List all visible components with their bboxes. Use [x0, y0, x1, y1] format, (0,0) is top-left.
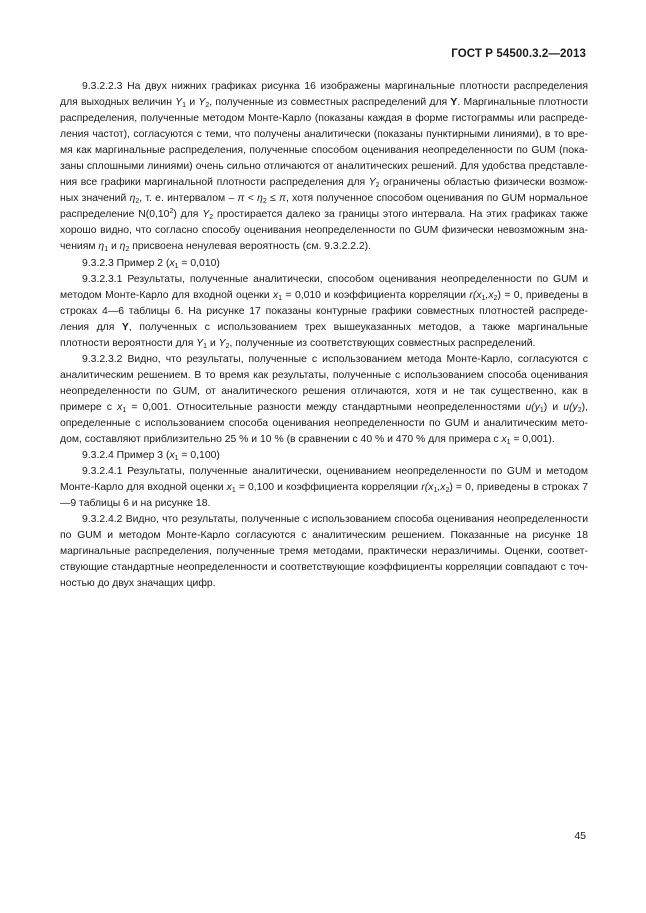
heading-9-3-2-3: 9.3.2.3 Пример 2 $(x_1 = 0,010)$ — [82, 257, 220, 270]
paragraph-9-3-2-3-2: 9.3.2.3.2 Видно, что результаты, полученные с использованием метода Монте-Карло, согласуются с аналитическим решением. В то время как результаты, полученные с использованием способа оценивания неопределенности по GUM, от аналитического решения отличаются, хотя и не так существенно, как в примере с $x_1 = 0,001$. Относительные разности между стандартными неопределенностями $u(y_1)$ и $u(y_2)$, определенные с использованием способа оценивания неопределенности по GUM и аналитическим методом, составляют приблизительно 25 % и 10 % (в сравнении с 40 % и 470 % для примера с $x_1 = 0,001$). — [60, 353, 588, 447]
page-number: 45 — [574, 830, 586, 842]
page-body — [60, 79, 588, 593]
standard-header: ГОСТ Р 54500.3.2—2013 — [451, 48, 586, 60]
paragraph-9-3-2-3-1: 9.3.2.3.1 Результаты, полученные аналитически, способом оценивания неопределенности по GUM и методом Монте-Карло для входной оценки $x_1 = 0,010$ и коэффициента корреляции $r(x_1,x_2) = 0$, приведены в строках 4—6 таблицы 6. На рисунке 17 показаны контурные графики совместных плотностей распределения для Y, полученных с использованием трех вышеуказанных методов, а также маргинальные плотности вероятности для $Y_1$ и $Y_2$, полученные из соответствующих совместных распределений. — [60, 273, 589, 350]
paragraph-9-3-2-4-2: 9.3.2.4.2 Видно, что результаты, полученные с использованием способа оценивания неопределенности по GUM и методом Монте-Карло согласуются с аналитическим решением. Показанные на рисунке 18 маргинальные распределения, полученные тремя методами, практически неразличимы. Оценки, соответствующие стандартные неопределенности и соответствующие коэффициенты корреляции совпадают с точностью до двух значащих цифр. — [60, 514, 588, 590]
paragraph-9-3-2-2-3: 9.3.2.2.3 На двух нижних графиках рисунка 16 изображены маргинальные плотности распределения для выходных величин $Y_1$ и $Y_2$, полученные из совместных распределений для Y. Маргинальные плотности распределения, полученные методом Монте-Карло (показаны каждая в форме гистограммы или распределения частот), согласуются с теми, что получены аналитически (показаны пунктирными линиями), в то время как маргинальные распределения, полученные способом оценивания неопределенности по GUM (показаны сплошными линиями) очень сильно отличаются от аналитических решений. Для удобства представления все графики маргинальной плотности распределения для $Y_2$ ограничены областью физически возможных значений $\eta_2$, т. е. интервалом – $\pi < \eta_2 \le \pi$, хотя полученное способом оценивания по GUM нормальное распределение N(0,10$^2$) для $Y_2$ простирается далеко за границы этого интервала. На этих графиках также хорошо видно, что согласно способу оценивания неопределенности по GUM физически невозможным значениям $\eta_1$ и $\eta_2$ присвоена ненулевая вероятность (см. 9.3.2.2.2). — [60, 81, 589, 254]
heading-9-3-2-4: 9.3.2.4 Пример 3 $(x_1 = 0,100)$ — [82, 450, 220, 463]
paragraph-9-3-2-4-1: 9.3.2.4.1 Результаты, полученные аналитически, оцениванием неопределенности по GUM и методом Монте-Карло для входной оценки $x_1 = 0,100$ и коэффициента корреляции $r(x_1,x_2) = 0$, приведены в строках 7—9 таблицы 6 и на рисунке 18. — [60, 466, 589, 510]
